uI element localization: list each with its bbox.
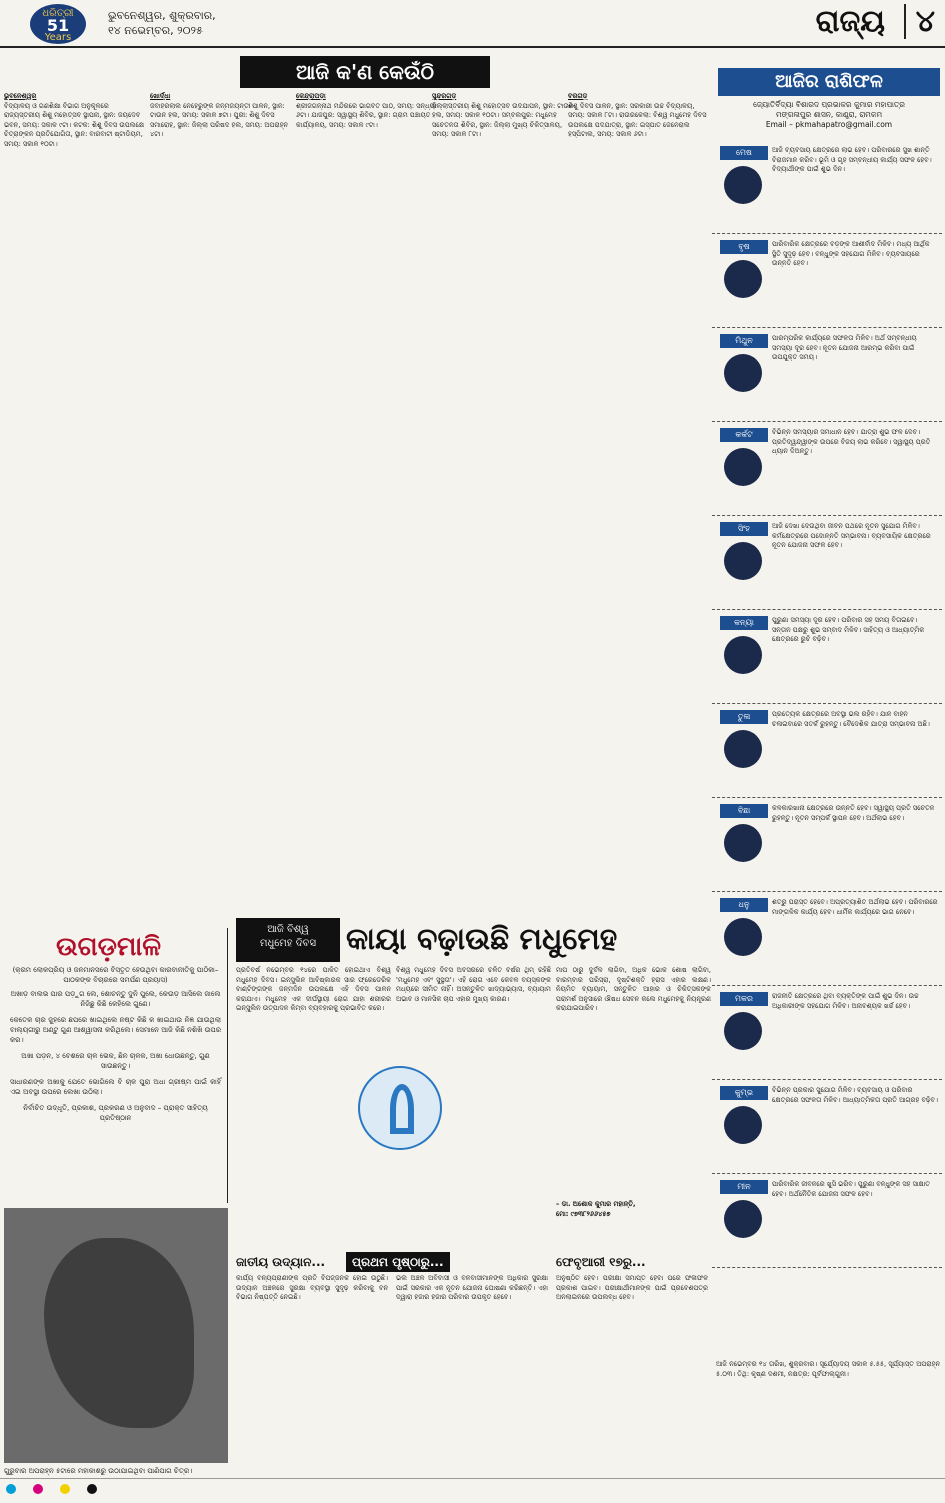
cartoon-body: କେତେକ ଚାର ଜୁହରେ ଛପରେ ଖାଇଥିଲେ ନଷ୍ଟ କିଛି କ ଖାଇଥାଉ ନିଜ୍ଞ ଯାଉଥିଲା ବାଲ୍ୟଗୀରୁ ଅଣ୍ଟୁ ଗୁଣ ଆଶ୍ୱାସନା କରିଥିଲେ। ସେମାନେ ଆଜି କିଛି ନଶିଖି ଉପର କର।	[10, 1016, 221, 1044]
rashi-tag: କର୍କଟ	[720, 428, 768, 442]
story-column-1: କାର୍ଯ୍ୟ ବନ୍ୟପ୍ରାଣୀଙ୍କ ପ୍ରତି ବିପଜ୍ଜନକ ହୋଇ ଉଠୁଛି। ଉଦ୍ୟାନ ଅଞ୍ଚଳରେ ସୁରକ୍ଷା ବ୍ୟବସ୍ଥା ସୁଦୃଢ଼ କରିବାକୁ ବନ ବିଭାଗ ନିଷ୍ପତ୍ତି ନେଇଛି।	[236, 1274, 388, 1302]
rashi-tag: କୁମ୍ଭ	[720, 1086, 768, 1100]
rashi-tag: ବୃଷ	[720, 240, 768, 254]
pisces-icon	[724, 1200, 762, 1238]
rashiphala-byline	[718, 100, 940, 130]
aquarius-icon	[724, 1106, 762, 1144]
aaji-place: ସୁନ୍ଦରଗଡ଼	[432, 92, 457, 100]
aaji-place: କେନ୍ଦ୍ରାପଡ଼ା	[296, 92, 326, 100]
aaji-text: ଜିଲ୍ଲାସ୍ତରୀୟ ଶିଶୁ ମହୋତ୍ସବ ଉଦଯାପନ, ସ୍ଥାନ: ଟାଉନ ହଲ, ସମୟ: ସକାଳ ୧୦ଟା। ସମ୍ବଲପୁର: ମଧୁମେହ ସଚେତନତା ଶିବିର, ସ୍ଥାନ: ଜିଲ୍ଲା ମୁଖ୍ୟ ଚିକିତ୍ସାଳୟ, ସମୟ: ସକାଳ ୮ଟା।	[432, 101, 574, 139]
section-title: ରାଜ୍ୟ	[815, 4, 885, 39]
newspaper-logo	[30, 4, 86, 44]
rashi-tag: କନ୍ୟା	[720, 616, 768, 630]
rashi-text: ଆଜି ଦେଖା ଦେଉଥିବା ଜୀବନ ପଥରେ ନୂତନ ସୁଯୋଗ ମିଳିବ। କର୍ମକ୍ଷେତ୍ରରେ ପଦୋନ୍ନତି ସମ୍ଭାବନା। ବ୍ୟବସାୟିକ କ୍ଷେତ୍ରରେ ନୂତନ ଯୋଜନା ସଫଳ ହେବ।	[772, 522, 931, 550]
taurus-icon	[724, 260, 762, 298]
rashi-text: ପାରିବାରିକ ଜୀବନରେ ଖୁସି ଭରିବ। ପୁରୁଣା ବନ୍ଧୁଙ୍କ ସହ ସାକ୍ଷାତ ହେବ। ଅର୍ଥନୈତିକ ଯୋଜନା ସଫଳ ହେବ।	[772, 1180, 930, 1198]
feature-label-bottom: ମଧୁମେହ ଦିବସ	[260, 938, 316, 949]
feature-label-top: ଆଜି ବିଶ୍ୱ	[267, 924, 309, 935]
logo-top: ଧରିତ୍ରୀ	[42, 8, 74, 19]
page-number: ୪	[904, 4, 935, 39]
rashi-kumbha	[712, 1082, 942, 1174]
rashi-text: ରାଜନୀତି କ୍ଷେତ୍ରରେ ଥିବା ବ୍ୟକ୍ତିଙ୍କ ପାଇଁ ଶୁଭ ଦିନ। ଉଚ୍ଚ ଅଧିକାରୀଙ୍କ ସହଯୋଗ ମିଳିବ। ଅନାବଶ୍ୟକ ଖର୍ଚ୍ଚ ହେବ।	[772, 992, 919, 1010]
sagittarius-icon	[724, 918, 762, 956]
rashi-text: ବିଭିନ୍ନ ପ୍ରକାର ସୁଯୋଗ ମିଳିବ। ବ୍ୟବସାୟ ଓ ପରିବାର କ୍ଷେତ୍ରରେ ସଫଳତା ମିଳିବ। ଆଧ୍ୟାତ୍ମିକତା ପ୍ରତି ଆଗ୍ରହ ବଢ଼ିବ।	[772, 1086, 938, 1104]
landmass-shape	[44, 1238, 194, 1428]
libra-icon	[724, 730, 762, 768]
aaji-text: ଜବାହରଲାଲ ନେହେରୁଙ୍କ ଜନ୍ମଜୟନ୍ତୀ ପାଳନ, ସ୍ଥାନ: ଟାଉନ ହଲ, ସମୟ: ସକାଳ ୭ଟା। ପୁରୀ: ଶିଶୁ ଦିବସ ସମାରୋହ, ସ୍ଥାନ: ଜିଲ୍ଲା ପରିଷଦ ହଲ, ସମୟ: ଅପରାହ୍ନ ୪ଟା।	[150, 101, 289, 139]
rashi-text: ବିଭିନ୍ନ ସମସ୍ୟାର ସମାଧାନ ହେବ। ଯାତ୍ରା ଶୁଭ ଫଳ ଦେବ। ପ୍ରତିଦ୍ୱନ୍ଦ୍ୱୀଙ୍କ ଉପରେ ବିଜୟ ଲାଭ କରିବେ। ସ୍ୱାସ୍ଥ୍ୟ ପ୍ରତି ଧ୍ୟାନ ଦିଅନ୍ତୁ।	[772, 428, 931, 456]
rashi-tag: ବିଛା	[720, 804, 768, 818]
cartoon-verse-2: ଅଖା ପଡ଼ନ, ୪ ବେଶରେ ଚାଳ ଭେକ, ଛିନ ଚାଳକ, ଅଖା ଧୋଉଛନ୍ତୁ, ଗୁଣ ସାଉଛନ୍ତୁ।	[21, 1052, 210, 1070]
aaji-place: ବରଗଡ଼	[568, 92, 588, 100]
story-heading-1: ଜାତୀୟ ଉଦ୍ୟାନ...	[236, 1255, 326, 1269]
feature-author: – ଡା. ଅଶୋକ କୁମାର ମହାନ୍ତି,	[556, 1200, 636, 1208]
rashi-meena	[712, 1176, 942, 1268]
rashi-bichha	[712, 800, 942, 892]
rashi-tag: ମିଥୁନ	[720, 334, 768, 348]
feature-label	[236, 918, 340, 962]
cartoon-body-2: ସାଧାରଣଙ୍କ ଅଖାକୁ ଯେତେ ଭୋଗିଲେ ବି ଚାଳ ପୁରା ଅଧା ଗ୍ରୀଷ୍ମ ପାଇଁ କାହିଁ ଏଇ ଅବସ୍ଥା ଉପରେ ଲେଖା ଉଠିଲା।	[10, 1078, 221, 1096]
cartoon-title: ଉଗଡ଼ମାଳି	[56, 932, 162, 962]
rashi-text: ପାରିବାରିକ କ୍ଷେତ୍ରରେ ବଡ଼ଙ୍କ ଆଶୀର୍ବାଦ ମିଳିବ। ମଧ୍ୟ ଆର୍ଥିକ ସ୍ଥିତି ସୁଦୃଢ଼ ହେବ। ବନ୍ଧୁଙ୍କ ସହଯୋଗ ମିଳିବ। ବ୍ୟବସାୟରେ ଉନ୍ନତି ହେବ।	[772, 240, 930, 268]
aaji-place: ଖୋର୍ଦ୍ଧା	[150, 92, 171, 100]
cartoon-column	[4, 928, 228, 1203]
rashi-brusha	[712, 236, 942, 328]
rashiphala-author: ଜ୍ୟୋତିର୍ବିଦ୍ୟା ବିଶାରଦ ପ୍ରଭାକର କୁମାର ମହାପାତ୍ର	[753, 100, 905, 109]
rashi-tag: ସିଂହ	[720, 522, 768, 536]
story-heading-2: ପ୍ରଥମ ପୃଷ୍ଠାରୁ...	[346, 1252, 450, 1272]
rashi-text: କଳକାରଖାନା କ୍ଷେତ୍ରରେ ଉନ୍ନତି ହେବ। ସ୍ୱାସ୍ଥ୍ୟ ପ୍ରତି ସଚେତନ ରୁହନ୍ତୁ। ନୂତନ ସମ୍ପର୍କ ସ୍ଥାପନ ହେବ। ଅର୍ଥଲାଭ ହେବ।	[772, 804, 935, 822]
aries-icon	[724, 166, 762, 204]
capricorn-icon	[724, 1012, 762, 1050]
aaji-text: ଶ୍ରୀଜଗନ୍ନାଥ ମନ୍ଦିରରେ ଭାଗବତ ପାଠ, ସମୟ: ସନ୍ଧ୍ୟା ୬ଟା। ଯାଜପୁର: ସ୍ୱାସ୍ଥ୍ୟ ଶିବିର, ସ୍ଥାନ: ଗ୍ରାମ ପଞ୍ଚାୟତ କାର୍ଯ୍ୟାଳୟ, ସମୟ: ସକାଳ ୯ଟା।	[296, 101, 437, 129]
aaji-heading: ଆଜି କ'ଣ କେଉଁଠି	[240, 56, 490, 88]
story-heading-3: ଫେବୃଆରୀ ୧୭ରୁ...	[556, 1255, 646, 1269]
rashi-tag: ତୁଳା	[720, 710, 768, 724]
aaji-column-5	[568, 92, 711, 892]
rashi-tula	[712, 706, 942, 798]
feature-column-1: ପ୍ରତିବର୍ଷ ନଭେମ୍ବର ୧୪ରେ ପାଳିତ ହୋଇଥାଏ ବିଶ୍ୱ ମଧୁମେହ ଦିବସ। ଇନ୍ସୁଲିନ ଆବିଷ୍କାରକ ସାର ଫ୍ରେଡେରିକ ବାଣ୍ଟିଙ୍ଗଙ୍କ ଜନ୍ମଦିନ ଉପଲକ୍ଷେ ଏହି ଦିବସ ପାଳନ କରାଯାଏ। ମଧୁମେହ ଏକ ଦୀର୍ଘସ୍ଥାୟୀ ରୋଗ ଯାହା ଶରୀରର ଇନ୍ସୁଲିନ ଉତ୍ପାଦନ କିମ୍ବା ବ୍ୟବହାରକୁ ପ୍ରଭାବିତ କରେ।	[236, 966, 391, 1013]
rashi-text: ପ୍ରତ୍ୟେକ କ୍ଷେତ୍ରରେ ଅବସ୍ଥା ଭଲ ରହିବ। ଯାନ ବାହନ ଚଳାଇବାରେ ସତର୍କ ରୁହନ୍ତୁ। ବୈଦେଶିକ ଯାତ୍ରା ସମ୍ଭାବନା ଅଛି।	[772, 710, 930, 728]
aaji-column-4	[432, 92, 575, 892]
aaji-place: ଭୁବନେଶ୍ୱର	[4, 92, 37, 100]
yellow-dot	[60, 1484, 70, 1494]
rashi-mithuna	[712, 330, 942, 422]
rashi-tag: ଧନୁ	[720, 898, 768, 912]
rashi-karkata	[712, 424, 942, 516]
satellite-image	[4, 1208, 228, 1463]
aaji-column-3	[296, 92, 439, 892]
rashi-tag: ମୀନ	[720, 1180, 768, 1194]
satellite-caption: ଗୁରୁବାର ଅପରାହ୍ନ ୫ଟାରେ ମହାକାଶରୁ ଉଠାଯାଇଥିବା ପାଣିପାଗ ଚିତ୍ର।	[4, 1467, 193, 1475]
rashiphala-title: ଆଜିର ରାଶିଫଳ	[718, 68, 940, 96]
rashi-text: ପାରମ୍ପରିକ କାର୍ଯ୍ୟରେ ସଫଳତା ମିଳିବ। ଅର୍ଥ ସମ୍ବନ୍ଧୀୟ ସମସ୍ୟା ଦୂର ହେବ। ନୂତନ ଯୋଜନା ଆରମ୍ଭ କରିବା ପାଇଁ ଉପଯୁକ୍ତ ସମୟ।	[772, 334, 917, 362]
rashi-tag: ମକର	[720, 992, 768, 1006]
dateline-place: ଭୁବନେଶ୍ୱର, ଶୁକ୍ରବାର,	[108, 9, 216, 22]
rashi-text: ଶତ୍ରୁ ପରାସ୍ତ ହେବେ। ଅପ୍ରତ୍ୟାଶିତ ଅର୍ଥଲାଭ ହେବ। ପରିବାରରେ ମାଙ୍ଗଳିକ କାର୍ଯ୍ୟ ହେବ। ଧାର୍ମିକ କାର୍ଯ୍ୟରେ ଭାଗ ନେବେ।	[772, 898, 938, 916]
cyan-dot	[6, 1484, 16, 1494]
magenta-dot	[33, 1484, 43, 1494]
rashi-mesha	[712, 142, 942, 234]
feature-column-3: ମାପ ଠାରୁ ଦୁର୍ବଳ ଲାଗିବା, ଅଧିକ ଭୋକ ଶୋଷ ଲାଗିବା, ବାରମ୍ବାର ପରିସ୍ରା, ଦୃଷ୍ଟିଶକ୍ତି ହ୍ରାସ ଏହାର ଲକ୍ଷଣ। ନିୟମିତ ବ୍ୟାୟାମ, ସନ୍ତୁଳିତ ଆହାର ଓ ଚିକିତ୍ସକଙ୍କ ପରାମର୍ଶ ଅନୁସାରେ ଔଷଧ ସେବନ କଲେ ମଧୁମେହକୁ ନିୟନ୍ତ୍ରଣ କରାଯାଇପାରିବ।	[556, 966, 711, 1013]
story-column-3: ଅନୁଷ୍ଠିତ ହେବ। ପରୀକ୍ଷା ସମାପ୍ତ ହେବା ପରେ ଫଳାଫଳ ପ୍ରକାଶ ପାଇବ। ପରୀକ୍ଷାର୍ଥୀମାନଙ୍କ ପାଇଁ ପ୍ରବେଶପତ୍ର ଅନଲାଇନରେ ଉପଲବ୍ଧ ହେବ।	[556, 1274, 708, 1302]
logo-number: 51	[46, 16, 70, 35]
aaji-column-2	[150, 92, 293, 892]
rashi-kanya	[712, 612, 942, 704]
rashi-dhanu	[712, 894, 942, 986]
cartoon-intro: (କ୍ରମ ଲୋକପ୍ରିୟ ଓ ଜନମାନସରେ ବିସ୍ତୃତ ହେଉଥିବା କାରବାନୀତିକୁ ପାଠିକା–ପାଠକଙ୍କ ବିଚାରରେ ସମର୍ପଣ ପ୍ରୟାସ)	[12, 966, 219, 984]
rashi-text: ପୁରୁଣା ସମସ୍ୟା ଦୂର ହେବ। ପରିବାର ସହ ସମୟ ବିତାଇବେ। ସନ୍ତାନ ପକ୍ଷରୁ ଶୁଭ ସମ୍ବାଦ ମିଳିବ। ସାହିତ୍ୟ ଓ ଆଧ୍ୟାତ୍ମିକ କ୍ଷେତ୍ରରେ ରୁଚି ବଢ଼ିବ।	[772, 616, 925, 644]
aaji-text: ବିଦ୍ୟାଳୟ ଓ ଗଣଶିକ୍ଷା ବିଭାଗ ଅନୁକୂଳରେ ରାଜ୍ୟସ୍ତରୀୟ ଶିଶୁ ମହୋତ୍ସବ ସ୍ଥାପନା, ସ୍ଥାନ: ଜୟଦେବ ଭବନ, ସମୟ: ସକାଳ ୯ଟା। କଟକ: ଶିଶୁ ଦିବସ ଉପଲକ୍ଷେ ଚିତ୍ରାଙ୍କନ ପ୍ରତିଯୋଗିତା, ସ୍ଥାନ: ବାରବାଟୀ ଷ୍ଟାଡିୟମ, ସମୟ: ସକାଳ ୧୦ଟା।	[4, 101, 145, 148]
cartoon-verse: ଅଖାଡ଼ ବାଲଭ ପାର ପଡ଼ୁଗ ଲେ, ଶୋଚନ୍ତୁ ଦୁନି ପୁଲେ, କେଉଡ଼ ଆସିଲେ ଜାଲେ ନିଜିଛୁ କିଛି କେହିଲେ ଗୁଣେ।	[10, 990, 221, 1008]
logo-sub: Years	[44, 32, 72, 43]
aaji-column-1	[4, 92, 147, 892]
rashi-tag: ମେଷ	[720, 146, 768, 160]
dateline-date: ୧୪ ନଭେମ୍ବର, ୨୦୨୫	[108, 24, 203, 37]
rashiphala-address: ମଙ୍ଗଳାପୁର ଶାସନ, କାଣ୍ଡ୍ରା, ରାମକମ	[775, 110, 883, 119]
aaji-text: ଶିଶୁ ଦିବସ ପାଳନ, ସ୍ଥାନ: ସରକାରୀ ଉଚ୍ଚ ବିଦ୍ୟାଳୟ, ସମୟ: ସକାଳ ୮ଟା। ରାଉରକେଲା: ବିଶ୍ୱ ମଧୁମେହ ଦିବସ ଉପଲକ୍ଷେ ପଦଯାତ୍ରା, ସ୍ଥାନ: ଇସ୍ପାତ ଜେନେରାଲ ହସ୍ପିଟାଲ, ସମୟ: ସକାଳ ୬ଟା।	[568, 101, 707, 139]
rashi-makara	[712, 988, 942, 1080]
leo-icon	[724, 542, 762, 580]
black-dot	[87, 1484, 97, 1494]
gemini-icon	[724, 354, 762, 392]
rashi-text: ଆଜି ବ୍ୟବସାୟ କ୍ଷେତ୍ରରେ ଲାଭ ହେବ। ପରିବାରରେ ସୁଖ ଶାନ୍ତି ବିରାଜମାନ କରିବ। ଭୂମି ଓ ଗୃହ ସମ୍ବନ୍ଧୀୟ କାର୍ଯ୍ୟ ସଫଳ ହେବ। ବିଦ୍ୟାର୍ଥୀଙ୍କ ପାଇଁ ଶୁଭ ଦିନ।	[772, 146, 932, 174]
feature-author-block	[556, 1200, 711, 1240]
print-register-strip	[0, 1478, 945, 1498]
cancer-icon	[724, 448, 762, 486]
rashi-simha	[712, 518, 942, 610]
rashiphala-email: Email – pkmahapatro@gmail.com	[765, 120, 893, 129]
panjika-column: ଆଜି ନଭେମ୍ବର ୧୪ ତାରିଖ, ଶୁକ୍ରବାର। ସୂର୍ଯ୍ୟୋଦୟ ସକାଳ ୫.୫୫, ସୂର୍ଯ୍ୟାସ୍ତ ଅପରାହ୍ନ ୫.୦୩। ତିଥି: କୃଷ୍ଣ ଦଶମୀ, ନକ୍ଷତ୍ର: ପୂର୍ବଫାଲ୍ଗୁନୀ।	[716, 1360, 940, 1378]
story-column-2: ଭଲ ଅଞ୍ଚଳ ଅବିବାସୀ ଓ ବନବାସୀମାନଙ୍କ ଅଧିକାର ସୁରକ୍ଷା ପାଇଁ ସରକାର ଏକ ନୂତନ ଯୋଜନା ଘୋଷଣା କରିଛନ୍ତି। ଏହା ଦ୍ୱାରା ହଜାର ହଜାର ପରିବାର ଉପକୃତ ହେବେ।	[396, 1274, 548, 1302]
feature-column-2: ବିଶ୍ୱ ମଧୁମେହ ଦିବସ ଅବସରରେ ଚଳିତ ବର୍ଷର ଥିମ୍ ରହିଛି 'ମଧୁମେହ ଏବଂ ସୁସ୍ଥତା'। ଏହି ରୋଗ ଏବେ କେବଳ ବୟସ୍କଙ୍କ ମଧ୍ୟରେ ସୀମିତ ନାହିଁ। ଅସନ୍ତୁଳିତ ଖାଦ୍ୟାଭ୍ୟାସ, ବ୍ୟାୟାମ ଅଭାବ ଓ ମାନସିକ ଚାପ ଏହାର ମୁଖ୍ୟ କାରଣ।	[396, 966, 551, 1003]
dateline	[108, 8, 216, 38]
feature-headline: କାୟା ବଢ଼ାଉଛି ମଧୁମେହ	[346, 922, 618, 957]
scorpio-icon	[724, 824, 762, 862]
masthead	[0, 0, 945, 48]
cartoon-credit: ନିର୍ବାଚିତ ଉଦ୍ଧୃତି, ପ୍ରକାଶ, ପ୍ରକରଣ ଓ ଅନୁବାଦ – ପ୍ରାକ୍ତ ସାହିତ୍ୟ ପ୍ରତିଷ୍ଠାନ	[23, 1104, 208, 1122]
virgo-icon	[724, 636, 762, 674]
feature-contact: ମୋ: ୯୭୩୮୨୬୬୪୫୭	[556, 1209, 611, 1218]
